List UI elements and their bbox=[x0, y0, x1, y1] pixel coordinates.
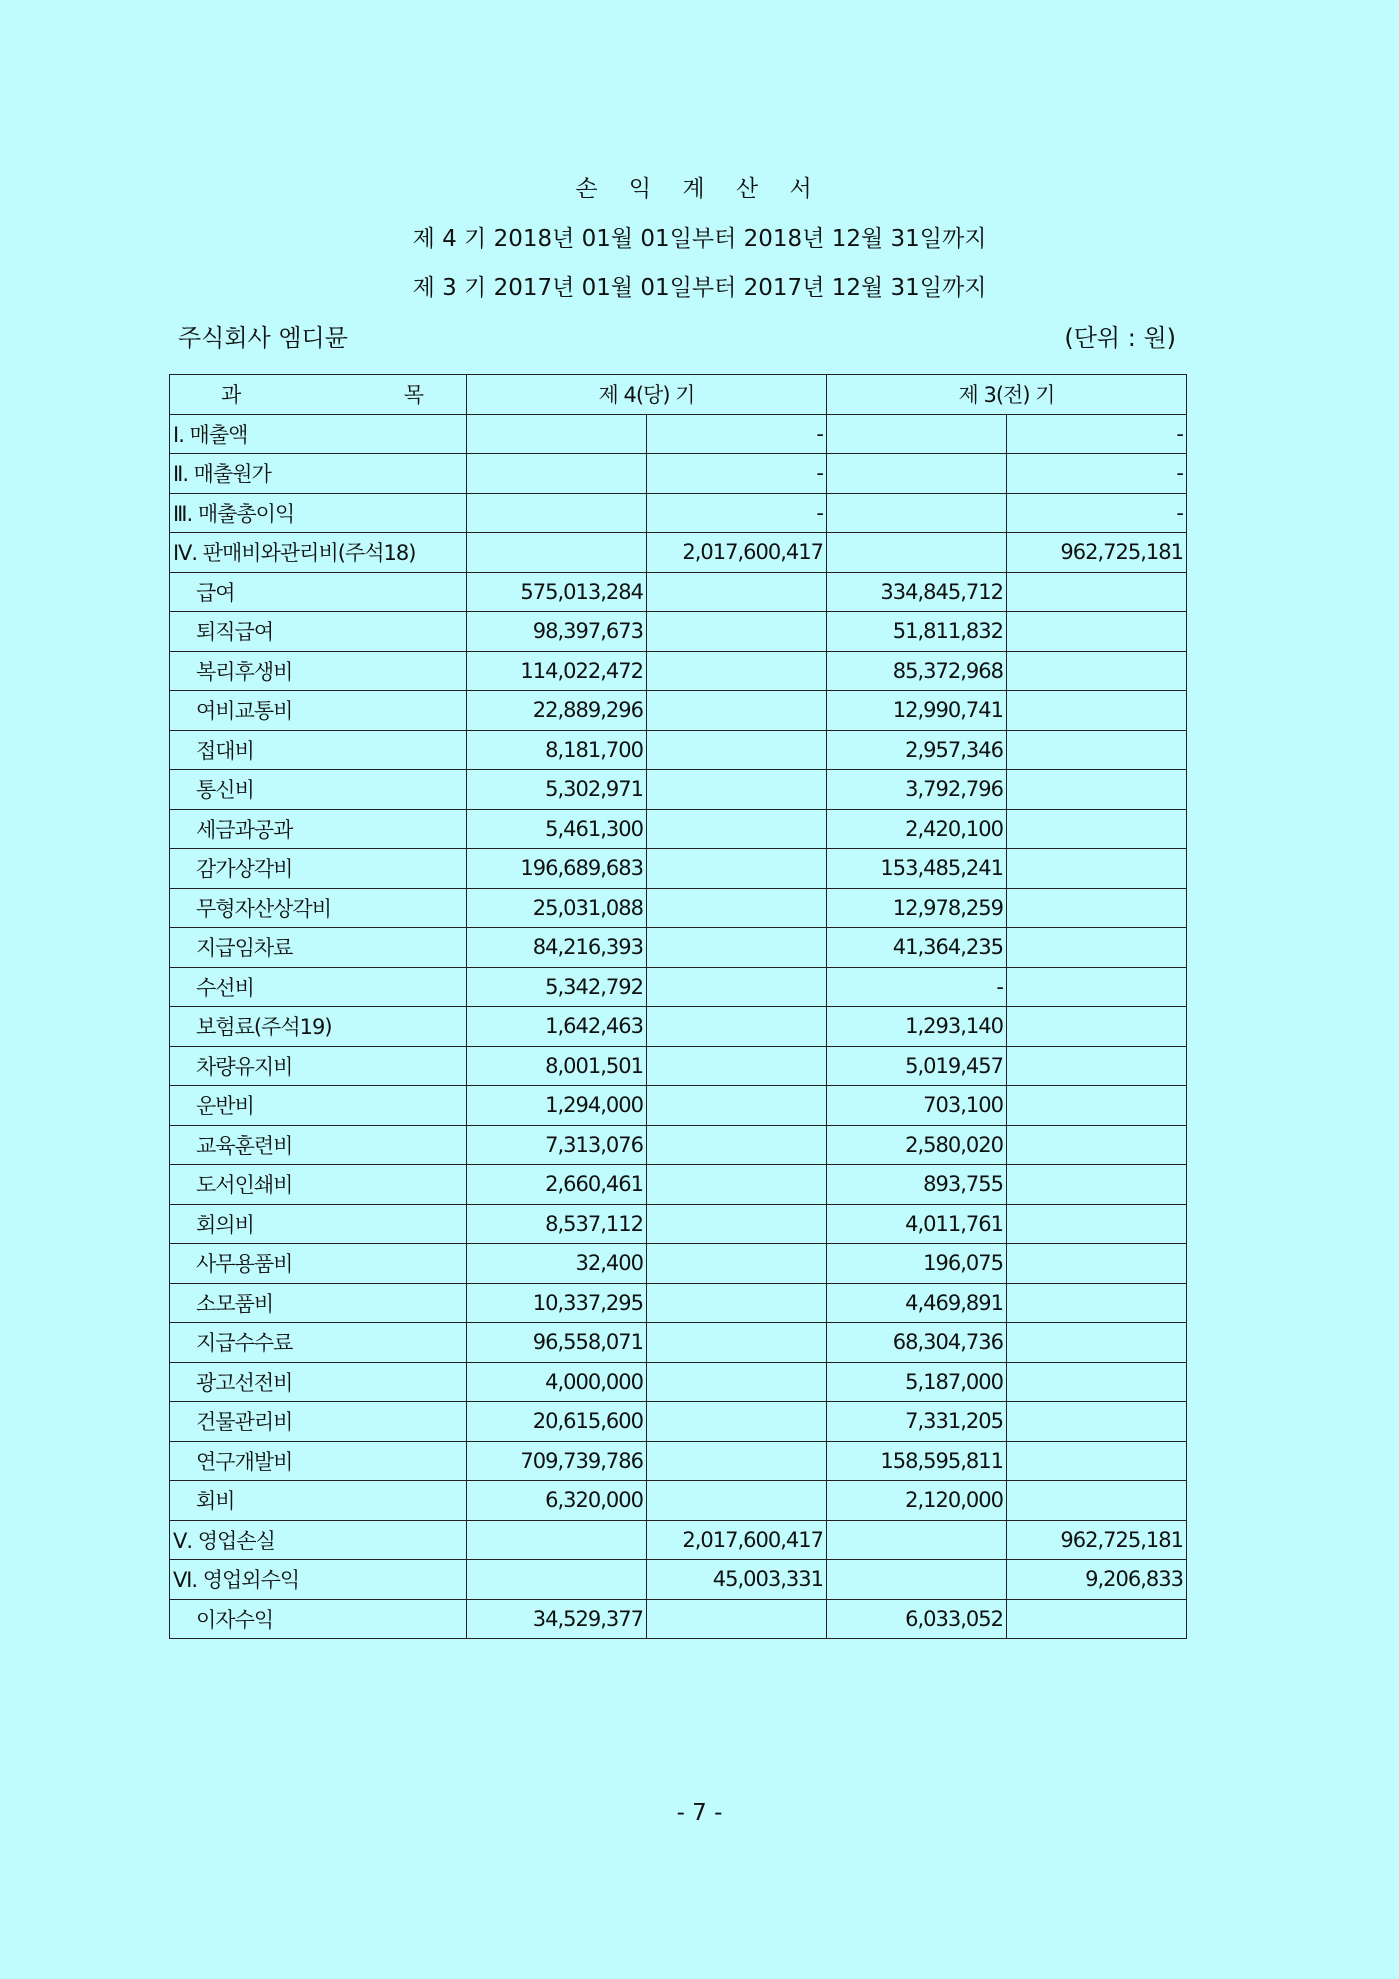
current-total-amount bbox=[647, 1204, 827, 1244]
header-current-period: 제 4(당) 기 bbox=[467, 375, 827, 415]
row-label: Ⅲ. 매출총이익 bbox=[170, 493, 467, 533]
prior-detail-amount: 703,100 bbox=[827, 1086, 1007, 1126]
current-total-amount: 45,003,331 bbox=[647, 1560, 827, 1600]
table-body bbox=[170, 414, 1187, 1639]
current-detail-amount: 5,302,971 bbox=[467, 770, 647, 810]
current-detail-amount: 1,642,463 bbox=[467, 1007, 647, 1047]
table-row bbox=[170, 691, 1187, 731]
row-label: Ⅳ. 판매비와관리비(주석18) bbox=[170, 533, 467, 573]
prior-total-amount bbox=[1007, 888, 1187, 928]
row-label: 무형자산상각비 bbox=[170, 888, 467, 928]
current-total-amount bbox=[647, 1125, 827, 1165]
prior-total-amount: - bbox=[1007, 414, 1187, 454]
prior-total-amount bbox=[1007, 1323, 1187, 1363]
prior-detail-amount: 85,372,968 bbox=[827, 651, 1007, 691]
current-detail-amount bbox=[467, 533, 647, 573]
prior-total-amount bbox=[1007, 1244, 1187, 1284]
page-number: - 7 - bbox=[676, 1800, 723, 1826]
current-total-amount: - bbox=[647, 454, 827, 494]
table-row bbox=[170, 414, 1187, 454]
current-detail-amount: 96,558,071 bbox=[467, 1323, 647, 1363]
row-label: 사무용품비 bbox=[170, 1244, 467, 1284]
current-detail-amount: 22,889,296 bbox=[467, 691, 647, 731]
current-detail-amount: 2,660,461 bbox=[467, 1165, 647, 1205]
current-total-amount bbox=[647, 1086, 827, 1126]
current-detail-amount: 5,461,300 bbox=[467, 809, 647, 849]
prior-total-amount bbox=[1007, 1441, 1187, 1481]
row-label: 지급수수료 bbox=[170, 1323, 467, 1363]
company-name: 주식회사 엠디뮨 bbox=[178, 324, 348, 352]
table-row bbox=[170, 454, 1187, 494]
row-label: Ⅵ. 영업외수익 bbox=[170, 1560, 467, 1600]
current-detail-amount: 5,342,792 bbox=[467, 967, 647, 1007]
prior-total-amount bbox=[1007, 1007, 1187, 1047]
prior-total-amount bbox=[1007, 770, 1187, 810]
prior-total-amount bbox=[1007, 1165, 1187, 1205]
period-prior: 제 3 기 2017년 01월 01일부터 2017년 12월 31일까지 bbox=[412, 275, 987, 301]
table-row bbox=[170, 809, 1187, 849]
prior-detail-amount: 7,331,205 bbox=[827, 1402, 1007, 1442]
current-total-amount bbox=[647, 1283, 827, 1323]
table-row bbox=[170, 1283, 1187, 1323]
current-total-amount bbox=[647, 888, 827, 928]
prior-detail-amount: 196,075 bbox=[827, 1244, 1007, 1284]
current-detail-amount: 6,320,000 bbox=[467, 1481, 647, 1521]
current-total-amount bbox=[647, 928, 827, 968]
header-prior-period: 제 3(전) 기 bbox=[827, 375, 1187, 415]
prior-total-amount bbox=[1007, 572, 1187, 612]
row-label: 교육훈련비 bbox=[170, 1125, 467, 1165]
prior-detail-amount: 1,293,140 bbox=[827, 1007, 1007, 1047]
current-detail-amount: 32,400 bbox=[467, 1244, 647, 1284]
current-detail-amount: 8,537,112 bbox=[467, 1204, 647, 1244]
current-detail-amount: 8,001,501 bbox=[467, 1046, 647, 1086]
current-total-amount bbox=[647, 1165, 827, 1205]
table-row bbox=[170, 928, 1187, 968]
table-row bbox=[170, 888, 1187, 928]
current-detail-amount bbox=[467, 1560, 647, 1600]
current-total-amount bbox=[647, 770, 827, 810]
prior-detail-amount: 2,120,000 bbox=[827, 1481, 1007, 1521]
table-row bbox=[170, 770, 1187, 810]
current-total-amount bbox=[647, 1046, 827, 1086]
table-row bbox=[170, 1402, 1187, 1442]
current-total-amount: 2,017,600,417 bbox=[647, 533, 827, 573]
row-label: 접대비 bbox=[170, 730, 467, 770]
income-statement-table bbox=[169, 374, 1187, 1639]
current-total-amount bbox=[647, 612, 827, 652]
prior-detail-amount: 5,019,457 bbox=[827, 1046, 1007, 1086]
prior-total-amount bbox=[1007, 1125, 1187, 1165]
prior-detail-amount bbox=[827, 1520, 1007, 1560]
table-row bbox=[170, 533, 1187, 573]
row-label: 여비교통비 bbox=[170, 691, 467, 731]
table-row bbox=[170, 1046, 1187, 1086]
table-row bbox=[170, 730, 1187, 770]
row-label: 건물관리비 bbox=[170, 1402, 467, 1442]
table-row bbox=[170, 1481, 1187, 1521]
table-row bbox=[170, 1599, 1187, 1639]
prior-detail-amount: 51,811,832 bbox=[827, 612, 1007, 652]
table-row bbox=[170, 1125, 1187, 1165]
prior-total-amount bbox=[1007, 928, 1187, 968]
prior-detail-amount bbox=[827, 454, 1007, 494]
prior-total-amount bbox=[1007, 651, 1187, 691]
current-total-amount bbox=[647, 651, 827, 691]
current-total-amount: - bbox=[647, 414, 827, 454]
row-label: 이자수익 bbox=[170, 1599, 467, 1639]
prior-detail-amount: 68,304,736 bbox=[827, 1323, 1007, 1363]
current-detail-amount: 7,313,076 bbox=[467, 1125, 647, 1165]
table-row bbox=[170, 1007, 1187, 1047]
prior-detail-amount: 2,957,346 bbox=[827, 730, 1007, 770]
row-label: 보험료(주석19) bbox=[170, 1007, 467, 1047]
current-total-amount bbox=[647, 1402, 827, 1442]
table-row bbox=[170, 572, 1187, 612]
current-detail-amount: 575,013,284 bbox=[467, 572, 647, 612]
row-label: 퇴직급여 bbox=[170, 612, 467, 652]
current-total-amount bbox=[647, 1599, 827, 1639]
prior-total-amount bbox=[1007, 1204, 1187, 1244]
prior-detail-amount bbox=[827, 414, 1007, 454]
current-detail-amount: 34,529,377 bbox=[467, 1599, 647, 1639]
prior-detail-amount: 12,990,741 bbox=[827, 691, 1007, 731]
current-detail-amount: 20,615,600 bbox=[467, 1402, 647, 1442]
prior-detail-amount: 4,011,761 bbox=[827, 1204, 1007, 1244]
row-label: Ⅱ. 매출원가 bbox=[170, 454, 467, 494]
prior-total-amount bbox=[1007, 967, 1187, 1007]
header-subject-right: 목 bbox=[403, 383, 423, 408]
row-label: 감가상각비 bbox=[170, 849, 467, 889]
row-label: Ⅴ. 영업손실 bbox=[170, 1520, 467, 1560]
prior-detail-amount: 893,755 bbox=[827, 1165, 1007, 1205]
current-detail-amount: 114,022,472 bbox=[467, 651, 647, 691]
prior-detail-amount bbox=[827, 533, 1007, 573]
row-label: 회비 bbox=[170, 1481, 467, 1521]
prior-detail-amount: 153,485,241 bbox=[827, 849, 1007, 889]
current-total-amount bbox=[647, 1007, 827, 1047]
prior-total-amount: 962,725,181 bbox=[1007, 533, 1187, 573]
current-detail-amount: 25,031,088 bbox=[467, 888, 647, 928]
current-total-amount bbox=[647, 730, 827, 770]
header-subject bbox=[170, 375, 467, 415]
row-label: 광고선전비 bbox=[170, 1362, 467, 1402]
current-detail-amount: 196,689,683 bbox=[467, 849, 647, 889]
statement-title: 손 익 계 산 서 bbox=[575, 176, 824, 202]
prior-detail-amount: 2,420,100 bbox=[827, 809, 1007, 849]
prior-total-amount bbox=[1007, 1599, 1187, 1639]
current-total-amount bbox=[647, 967, 827, 1007]
prior-total-amount: - bbox=[1007, 454, 1187, 494]
prior-total-amount bbox=[1007, 730, 1187, 770]
prior-total-amount bbox=[1007, 691, 1187, 731]
table-row bbox=[170, 493, 1187, 533]
row-label: 도서인쇄비 bbox=[170, 1165, 467, 1205]
prior-detail-amount: 158,595,811 bbox=[827, 1441, 1007, 1481]
prior-total-amount bbox=[1007, 1283, 1187, 1323]
prior-detail-amount bbox=[827, 493, 1007, 533]
prior-total-amount: - bbox=[1007, 493, 1187, 533]
prior-total-amount bbox=[1007, 1086, 1187, 1126]
prior-detail-amount: 2,580,020 bbox=[827, 1125, 1007, 1165]
current-detail-amount: 84,216,393 bbox=[467, 928, 647, 968]
table-row bbox=[170, 1362, 1187, 1402]
table-row bbox=[170, 1086, 1187, 1126]
row-label: Ⅰ. 매출액 bbox=[170, 414, 467, 454]
row-label: 운반비 bbox=[170, 1086, 467, 1126]
row-label: 지급임차료 bbox=[170, 928, 467, 968]
current-total-amount bbox=[647, 849, 827, 889]
current-detail-amount bbox=[467, 454, 647, 494]
header-subject-left: 과 bbox=[221, 383, 241, 408]
table-row bbox=[170, 1520, 1187, 1560]
current-total-amount bbox=[647, 1441, 827, 1481]
prior-total-amount bbox=[1007, 849, 1187, 889]
prior-detail-amount bbox=[827, 1560, 1007, 1600]
row-label: 연구개발비 bbox=[170, 1441, 467, 1481]
current-total-amount bbox=[647, 1362, 827, 1402]
row-label: 복리후생비 bbox=[170, 651, 467, 691]
current-total-amount bbox=[647, 1244, 827, 1284]
current-total-amount bbox=[647, 691, 827, 731]
table-row bbox=[170, 651, 1187, 691]
prior-detail-amount: 12,978,259 bbox=[827, 888, 1007, 928]
prior-total-amount bbox=[1007, 1402, 1187, 1442]
current-detail-amount: 10,337,295 bbox=[467, 1283, 647, 1323]
prior-total-amount bbox=[1007, 809, 1187, 849]
current-detail-amount: 709,739,786 bbox=[467, 1441, 647, 1481]
currency-unit: (단위 : 원) bbox=[1064, 324, 1176, 352]
current-total-amount: - bbox=[647, 493, 827, 533]
prior-total-amount: 962,725,181 bbox=[1007, 1520, 1187, 1560]
current-total-amount bbox=[647, 1481, 827, 1521]
table-row bbox=[170, 1441, 1187, 1481]
current-total-amount: 2,017,600,417 bbox=[647, 1520, 827, 1560]
period-current: 제 4 기 2018년 01월 01일부터 2018년 12월 31일까지 bbox=[412, 226, 987, 252]
row-label: 차량유지비 bbox=[170, 1046, 467, 1086]
current-total-amount bbox=[647, 809, 827, 849]
current-detail-amount bbox=[467, 1520, 647, 1560]
prior-detail-amount: 6,033,052 bbox=[827, 1599, 1007, 1639]
current-detail-amount bbox=[467, 414, 647, 454]
prior-detail-amount: 334,845,712 bbox=[827, 572, 1007, 612]
prior-total-amount bbox=[1007, 1046, 1187, 1086]
table-row bbox=[170, 967, 1187, 1007]
table-row bbox=[170, 1323, 1187, 1363]
prior-detail-amount: 41,364,235 bbox=[827, 928, 1007, 968]
table-row bbox=[170, 1204, 1187, 1244]
table-row bbox=[170, 612, 1187, 652]
current-detail-amount: 98,397,673 bbox=[467, 612, 647, 652]
current-total-amount bbox=[647, 1323, 827, 1363]
current-detail-amount bbox=[467, 493, 647, 533]
prior-total-amount bbox=[1007, 1481, 1187, 1521]
prior-total-amount bbox=[1007, 612, 1187, 652]
prior-total-amount: 9,206,833 bbox=[1007, 1560, 1187, 1600]
prior-detail-amount: 3,792,796 bbox=[827, 770, 1007, 810]
table-row bbox=[170, 1560, 1187, 1600]
table-row bbox=[170, 849, 1187, 889]
current-detail-amount: 8,181,700 bbox=[467, 730, 647, 770]
prior-detail-amount: - bbox=[827, 967, 1007, 1007]
row-label: 통신비 bbox=[170, 770, 467, 810]
row-label: 수선비 bbox=[170, 967, 467, 1007]
prior-detail-amount: 5,187,000 bbox=[827, 1362, 1007, 1402]
table-row bbox=[170, 1244, 1187, 1284]
prior-total-amount bbox=[1007, 1362, 1187, 1402]
current-total-amount bbox=[647, 572, 827, 612]
prior-detail-amount: 4,469,891 bbox=[827, 1283, 1007, 1323]
table-row bbox=[170, 1165, 1187, 1205]
row-label: 급여 bbox=[170, 572, 467, 612]
row-label: 세금과공과 bbox=[170, 809, 467, 849]
table-header-row bbox=[170, 375, 1187, 415]
current-detail-amount: 1,294,000 bbox=[467, 1086, 647, 1126]
row-label: 소모품비 bbox=[170, 1283, 467, 1323]
row-label: 회의비 bbox=[170, 1204, 467, 1244]
current-detail-amount: 4,000,000 bbox=[467, 1362, 647, 1402]
